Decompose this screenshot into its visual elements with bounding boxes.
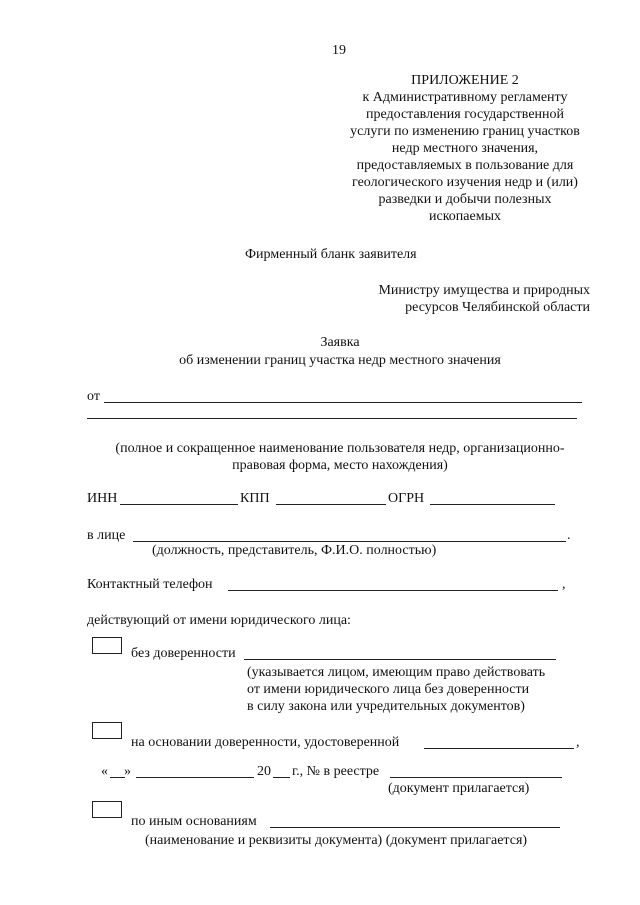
year-prefix: 20 bbox=[257, 764, 271, 779]
from-field-continuation[interactable] bbox=[87, 418, 577, 419]
date-open-quote: « bbox=[101, 764, 108, 779]
appendix-line: геологического изучения недр и (или) bbox=[352, 175, 578, 190]
option3-hint: (наименование и реквизиты документа) (документ прилагается) bbox=[145, 833, 528, 848]
option3-field[interactable] bbox=[270, 827, 560, 828]
date-day-field[interactable] bbox=[110, 777, 125, 778]
date-year-field[interactable] bbox=[273, 777, 290, 778]
appendix-line: недр местного значения, bbox=[391, 141, 539, 156]
option1-hint bbox=[247, 664, 545, 715]
other-grounds-checkbox[interactable] bbox=[92, 801, 122, 818]
from-field[interactable] bbox=[104, 402, 582, 403]
addressee-line: Министру имущества и природных bbox=[378, 283, 590, 298]
from-hint-line: правовая форма, место нахождения) bbox=[232, 458, 448, 473]
option1-label: без доверенности bbox=[131, 646, 236, 661]
inn-label: ИНН bbox=[87, 491, 118, 506]
appendix-line: к Административному регламенту bbox=[362, 90, 568, 105]
appendix-line: предоставляемых в пользование для bbox=[356, 158, 574, 173]
option2-field[interactable] bbox=[424, 748, 574, 749]
kpp-field[interactable] bbox=[276, 504, 386, 505]
appendix-line: ископаемых bbox=[429, 209, 501, 224]
registry-label: г., № в реестре bbox=[292, 764, 380, 779]
phone-end: , bbox=[562, 577, 566, 592]
ogrn-field[interactable] bbox=[430, 504, 555, 505]
page-number: 19 bbox=[332, 43, 346, 58]
acting-label: действующий от имени юридического лица: bbox=[87, 613, 351, 628]
appendix-line: разведки и добычи полезных bbox=[378, 192, 552, 207]
option1-hint-line: (указывается лицом, имеющим право действовать bbox=[247, 665, 546, 680]
addressee bbox=[360, 282, 590, 316]
addressee-line: ресурсов Челябинской области bbox=[405, 300, 590, 315]
option2-label: на основании доверенности, удостоверенной bbox=[131, 735, 400, 750]
represented-hint: (должность, представитель, Ф.И.О. полностью) bbox=[152, 543, 437, 558]
option3-label: по иным основаниям bbox=[131, 814, 257, 829]
from-label: от bbox=[87, 389, 100, 404]
kpp-label: КПП bbox=[240, 491, 270, 506]
inn-field[interactable] bbox=[120, 504, 238, 505]
option1-field[interactable] bbox=[244, 659, 556, 660]
option2-end: , bbox=[576, 735, 580, 750]
application-subtitle: об изменении границ участка недр местного значения bbox=[179, 353, 501, 368]
represented-end: . bbox=[567, 528, 571, 543]
without-power-of-attorney-checkbox[interactable] bbox=[92, 637, 122, 654]
option1-hint-line: от имени юридического лица без доверенности bbox=[247, 682, 530, 697]
application-title: Заявка bbox=[320, 335, 360, 350]
power-of-attorney-checkbox[interactable] bbox=[92, 722, 122, 739]
option1-hint-line: в силу закона или учредительных документов) bbox=[247, 699, 525, 714]
date-month-field[interactable] bbox=[136, 777, 254, 778]
appendix-line: услуги по изменению границ участков bbox=[350, 124, 580, 139]
letterhead-label: Фирменный бланк заявителя bbox=[245, 247, 417, 262]
phone-field[interactable] bbox=[228, 590, 558, 591]
appendix-title: ПРИЛОЖЕНИЕ 2 bbox=[411, 73, 519, 88]
date-close-quote: » bbox=[124, 764, 131, 779]
ogrn-label: ОГРН bbox=[388, 491, 425, 506]
from-hint-line: (полное и сокращенное наименование пользователя недр, организационно- bbox=[115, 441, 565, 456]
registry-number-field[interactable] bbox=[390, 777, 562, 778]
from-hint bbox=[60, 440, 620, 474]
appendix-line: предоставления государственной bbox=[365, 107, 565, 122]
phone-label: Контактный телефон bbox=[87, 577, 213, 592]
option2-hint: (документ прилагается) bbox=[388, 781, 530, 796]
represented-label: в лице bbox=[87, 528, 126, 543]
appendix-block bbox=[330, 72, 600, 225]
